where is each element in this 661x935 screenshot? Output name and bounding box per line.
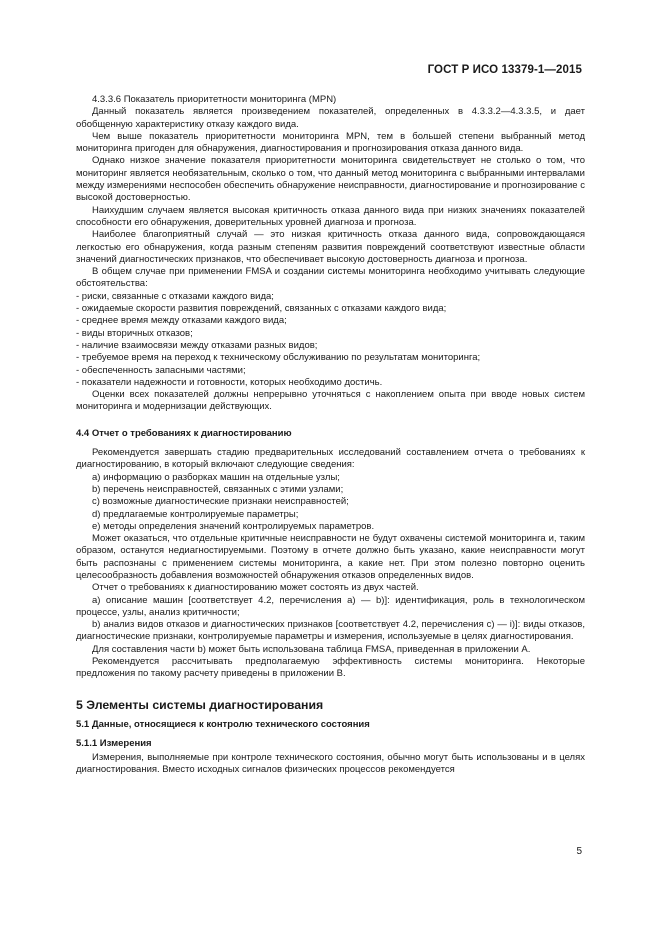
list-item: e) методы определения значений контролируемых параметров. — [92, 520, 375, 532]
list-item: - требуемое время на переход к техническому обслуживанию по результатам мониторинга; — [76, 352, 481, 364]
paragraph: Однако низкое значение показателя приоритетности мониторинга свидетельствует не столько о том, что мониторинг является необязательным, сколько о том, что данный метод мониторинга с выбранными интервалами между измерениями неспособен обеспечить обнаружение неисправности, диагностирование и прогнозирование с высокой достоверностью. — [76, 155, 585, 204]
section-heading-5: 5 Элементы системы диагностирования — [76, 697, 324, 712]
paragraph: Может оказаться, что отдельные критичные неисправности не будут охвачены системой мониторинга и, таким образом, останутся недиагностируемыми. Поэтому в отчете должно быть указано, какие неисправности могут быть распознаны с применением системы мониторинга, а какие нет. При этом полезно повторно оценить целесообразность добавления возможностей обнаружения отказов определенных видов. — [76, 533, 585, 581]
paragraph: Для составления части b) может быть использована таблица FMSA, приведенная в приложении A. — [92, 643, 531, 655]
list-item: - обеспеченность запасными частями; — [76, 364, 246, 376]
paragraph: Наихудшим случаем является высокая критичность отказа данного вида при низких значениях показателей способности его обнаружения, доверительных уровней диагноза и прогноза. — [76, 204, 585, 228]
section-heading-5-1-1: 5.1.1 Измерения — [76, 738, 152, 750]
page-content — [76, 94, 585, 776]
page-number: 5 — [576, 846, 582, 857]
paragraph: Измерения, выполняемые при контроле технического состояния, обычно могут быть использованы и в целях диагностирования. Вместо исходных сигналов физических процессов рекомендуется — [76, 751, 585, 775]
list-item: c) возможные диагностические признаки неисправностей; — [92, 496, 349, 508]
section-heading-4-4: 4.4 Отчет о требованиях к диагностированию — [76, 427, 292, 439]
paragraph: a) описание машин [соответствует 4.2, перечисления a) — b)]: идентификация, роль в технологическом процессе, узлы, анализ критичности; — [76, 594, 585, 618]
list-item: - виды вторичных отказов; — [76, 327, 193, 339]
list-item: a) информацию о разборках машин на отдельные узлы; — [92, 471, 340, 483]
paragraph: Наиболее благоприятный случай — это низкая критичность отказа данного вида, сопровождающаяся легкостью его обнаружения, когда разным степеням развития повреждений соответствуют известные области значений диагностических признаков, что обеспечивает высокую достоверность диагноза и прогноза. — [76, 229, 585, 265]
list-item: - риски, связанные с отказами каждого вида; — [76, 290, 274, 302]
list-item: d) предлагаемые контролируемые параметры; — [92, 508, 299, 520]
paragraph: Рекомендуется завершать стадию предварительных исследований составлением отчета о требованиях к диагностированию, в который включают следующие сведения: — [76, 447, 585, 471]
list-item: - ожидаемые скорости развития повреждений, связанных с отказами каждого вида; — [76, 303, 447, 315]
section-heading-5-1: 5.1 Данные, относящиеся к контролю технического состояния — [76, 718, 370, 730]
document-header: ГОСТ Р ИСО 13379-1—2015 — [427, 64, 582, 76]
paragraph: b) анализ видов отказов и диагностических признаков [соответствует 4.2, перечисления c) — i)]: виды отказов, диагностические признаки, контролируемые параметры и измерения, используемые в целях диагностирования. — [76, 619, 585, 643]
clause-heading-4-3-3-6: 4.3.3.6 Показатель приоритетности мониторинга (MPN) — [92, 94, 337, 105]
list-item: - наличие взаимосвязи между отказами разных видов; — [76, 339, 318, 351]
list-item: b) перечень неисправностей, связанных с этими узлами; — [92, 483, 344, 495]
paragraph: Оценки всех показателей должны непрерывно уточняться с накоплением опыта при вводе новых систем мониторинга и модернизации действующих. — [76, 389, 585, 413]
list-item: - среднее время между отказами каждого вида; — [76, 315, 287, 327]
list-item: - показатели надежности и готовности, которых необходимо достичь. — [76, 376, 383, 388]
paragraph: Чем выше показатель приоритетности мониторинга MPN, тем в большей степени выбранный метод мониторинга пригоден для обнаружения, диагностирования и прогнозирования отказа данного вида. — [76, 130, 585, 155]
paragraph: Рекомендуется рассчитывать предполагаемую эффективность системы мониторинга. Некоторые предложения по такому расчету приведены в приложении B. — [76, 656, 585, 680]
paragraph: В общем случае при применении FMSA и создании системы мониторинга необходимо учитывать следующие обстоятельства: — [76, 266, 585, 290]
paragraph: Отчет о требованиях к диагностированию может состоять из двух частей. — [92, 582, 419, 594]
paragraph: Данный показатель является произведением показателей, определенных в 4.3.3.2—4.3.3.5, и дает обобщенную характеристику отказу каждого вида. — [76, 106, 585, 130]
